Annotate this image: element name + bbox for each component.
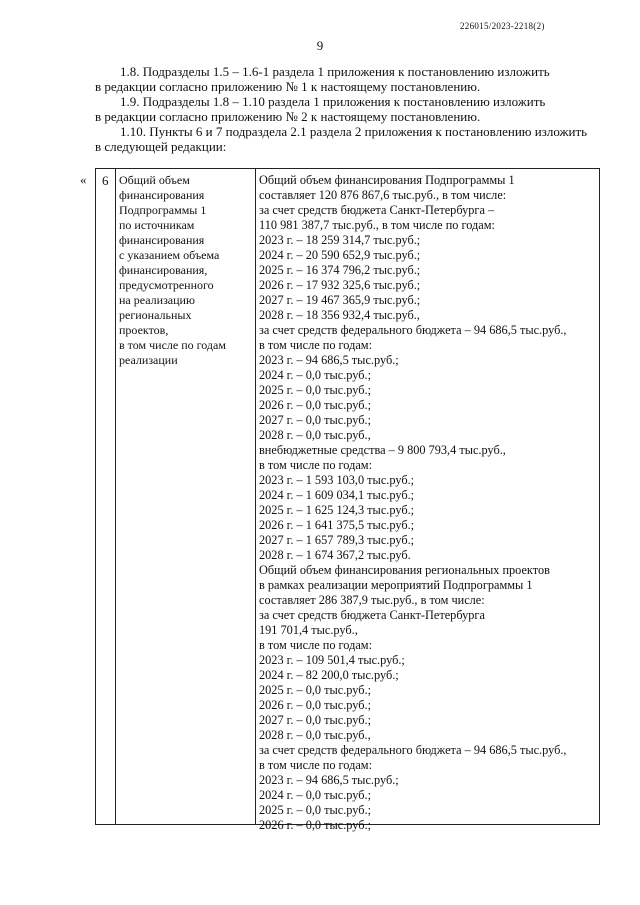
content-line: 2028 г. – 18 356 932,4 тыс.руб.,: [259, 308, 420, 322]
content-line: в том числе по годам:: [259, 758, 373, 772]
content-line: 2026 г. – 17 932 325,6 тыс.руб.;: [259, 278, 421, 292]
content-line: Общий объем финансирования Подпрограммы 1: [259, 173, 515, 187]
label-line: с указанием объема: [119, 248, 220, 262]
content-line: Общий объем финансирования региональных проектов: [259, 563, 550, 577]
content-line: 2024 г. – 0,0 тыс.руб.;: [259, 368, 372, 382]
opening-quote: «: [80, 172, 87, 187]
paragraph-line: 1.8. Подразделы 1.5 – 1.6-1 раздела 1 приложения к постановлению изложить: [120, 64, 550, 79]
content-line: 2027 г. – 1 657 789,3 тыс.руб.;: [259, 533, 415, 547]
paragraph-1-8: [95, 64, 600, 94]
paragraph-line: 1.10. Пункты 6 и 7 подраздела 2.1 раздела 2 приложения к постановлению изложить: [120, 124, 588, 139]
content-line: 2028 г. – 0,0 тыс.руб.,: [259, 428, 371, 442]
label-line: по источникам: [119, 218, 195, 232]
row-content-cell: [259, 173, 599, 833]
content-line: 2023 г. – 94 686,5 тыс.руб.;: [259, 773, 399, 787]
column-divider: [115, 169, 116, 824]
content-line: 2027 г. – 19 467 365,9 тыс.руб.;: [259, 293, 421, 307]
label-line: Общий объем: [119, 173, 190, 187]
paragraph-1-10: [95, 124, 600, 154]
content-line: 2026 г. – 0,0 тыс.руб.;: [259, 398, 372, 412]
content-line: составляет 286 387,9 тыс.руб., в том числе:: [259, 593, 485, 607]
content-line: 2026 г. – 1 641 375,5 тыс.руб.;: [259, 518, 415, 532]
content-line: в том числе по годам:: [259, 638, 373, 652]
content-line: за счет средств бюджета Санкт-Петербурга –: [259, 203, 495, 217]
content-line: 2024 г. – 20 590 652,9 тыс.руб.;: [259, 248, 421, 262]
content-line: составляет 120 876 867,6 тыс.руб., в том числе:: [259, 188, 507, 202]
content-line: 2025 г. – 0,0 тыс.руб.;: [259, 683, 372, 697]
label-line: проектов,: [119, 323, 169, 337]
content-line: 110 981 387,7 тыс.руб., в том числе по годам:: [259, 218, 495, 232]
content-line: 2024 г. – 0,0 тыс.руб.;: [259, 788, 372, 802]
content-line: 2023 г. – 18 259 314,7 тыс.руб.;: [259, 233, 421, 247]
page-number: 9: [316, 38, 324, 53]
content-line: 2027 г. – 0,0 тыс.руб.;: [259, 413, 372, 427]
content-line: в том числе по годам:: [259, 458, 373, 472]
label-line: в том числе по годам: [119, 338, 226, 352]
label-line: финансирования: [119, 233, 205, 247]
content-line: 2028 г. – 1 674 367,2 тыс.руб.: [259, 548, 411, 562]
label-line: финансирования: [119, 188, 205, 202]
content-line: 2023 г. – 94 686,5 тыс.руб.;: [259, 353, 399, 367]
financing-table: [95, 168, 600, 832]
row-number: 6: [102, 173, 109, 188]
content-line: 2025 г. – 0,0 тыс.руб.;: [259, 803, 372, 817]
label-line: Подпрограммы 1: [119, 203, 207, 217]
content-line: 191 701,4 тыс.руб.,: [259, 623, 358, 637]
content-line: 2025 г. – 1 625 124,3 тыс.руб.;: [259, 503, 415, 517]
paragraph-line: 1.9. Подразделы 1.8 – 1.10 раздела 1 приложения к постановлению изложить: [120, 94, 546, 109]
content-line: 2025 г. – 0,0 тыс.руб.;: [259, 383, 372, 397]
content-line: 2028 г. – 0,0 тыс.руб.,: [259, 728, 371, 742]
row-label-cell: [119, 173, 257, 368]
content-line: 2024 г. – 82 200,0 тыс.руб.;: [259, 668, 399, 682]
content-line: 2025 г. – 16 374 796,2 тыс.руб.;: [259, 263, 421, 277]
label-line: предусмотренного: [119, 278, 214, 292]
content-line: 2023 г. – 1 593 103,0 тыс.руб.;: [259, 473, 415, 487]
document-number: 226015/2023-2218(2): [460, 21, 545, 31]
content-line: 2026 г. – 0,0 тыс.руб.;: [259, 818, 372, 832]
label-line: региональных: [119, 308, 192, 322]
content-line: за счет средств федерального бюджета – 94 686,5 тыс.руб.,: [259, 743, 567, 757]
paragraph-line: в редакции согласно приложению № 2 к настоящему постановлению.: [95, 109, 481, 124]
label-line: финансирования,: [119, 263, 208, 277]
content-line: 2026 г. – 0,0 тыс.руб.;: [259, 698, 372, 712]
content-line: 2023 г. – 109 501,4 тыс.руб.;: [259, 653, 405, 667]
content-line: в рамках реализации мероприятий Подпрограммы 1: [259, 578, 533, 592]
paragraph-1-9: [95, 94, 600, 124]
paragraph-line: в следующей редакции:: [95, 139, 227, 154]
content-line: 2027 г. – 0,0 тыс.руб.;: [259, 713, 372, 727]
content-line: внебюджетные средства – 9 800 793,4 тыс.руб.,: [259, 443, 506, 457]
label-line: реализации: [119, 353, 178, 367]
content-line: за счет средств бюджета Санкт-Петербурга: [259, 608, 485, 622]
content-line: в том числе по годам:: [259, 338, 373, 352]
paragraph-line: в редакции согласно приложению № 1 к настоящему постановлению.: [95, 79, 481, 94]
label-line: на реализацию: [119, 293, 195, 307]
content-line: 2024 г. – 1 609 034,1 тыс.руб.;: [259, 488, 415, 502]
content-line: за счет средств федерального бюджета – 94 686,5 тыс.руб.,: [259, 323, 567, 337]
